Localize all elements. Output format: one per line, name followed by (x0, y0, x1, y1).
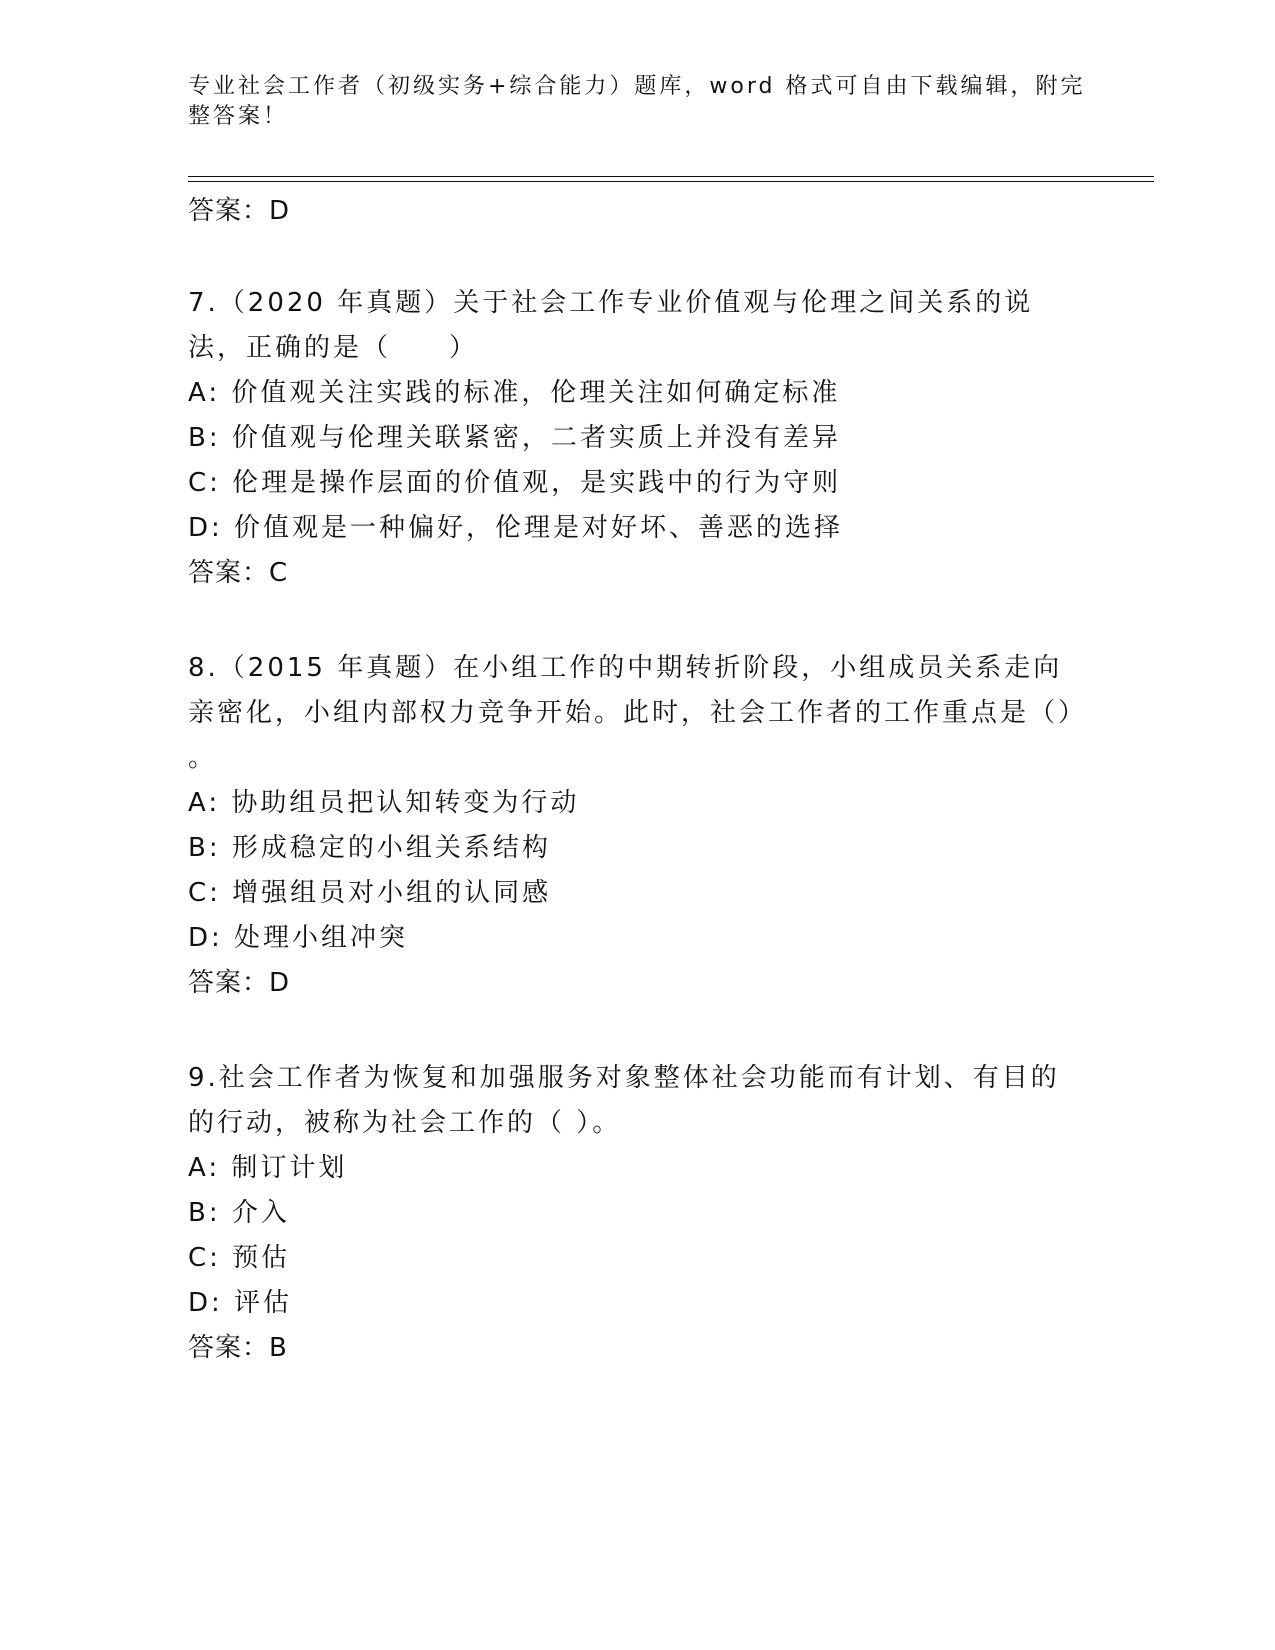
option-c: C: 增强组员对小组的认同感 (188, 878, 552, 908)
option-c: C: 预估 (188, 1243, 291, 1273)
page-header: 专业社会工作者（初级实务+综合能力）题库，word 格式可自由下载编辑，附完整答案！ (188, 74, 1086, 129)
option-b: B: 形成稳定的小组关系结构 (188, 833, 551, 863)
header-divider-thin (188, 181, 1154, 182)
option-d: D: 评估 (188, 1288, 293, 1318)
question-answer: 答案：B (188, 1333, 288, 1363)
question-7 (188, 281, 1088, 596)
option-d: D: 价值观是一种偏好，伦理是对好坏、善恶的选择 (188, 513, 844, 543)
question-stem: 9.社会工作者为恢复和加强服务对象整体社会功能而有计划、有目的的行动，被称为社会工作的（ ）。 (188, 1063, 1060, 1138)
question-answer: 答案：D (188, 968, 291, 998)
option-a: A: 价值观关注实践的标准，伦理关注如何确定标准 (188, 378, 841, 408)
option-c: C: 伦理是操作层面的价值观，是实践中的行为守则 (188, 468, 842, 498)
question-list (188, 191, 1088, 1371)
option-b: B: 价值观与伦理关联紧密，二者实质上并没有差异 (188, 423, 841, 453)
previous-answer: 答案：D (188, 196, 291, 226)
question-stem: 8.（2015 年真题）在小组工作的中期转折阶段，小组成员关系走向亲密化，小组内部权力竞争开始。此时，社会工作者的工作重点是（） 。 (188, 653, 1088, 773)
question-8 (188, 646, 1088, 1006)
question-9 (188, 1056, 1088, 1371)
question-stem: 7.（2020 年真题）关于社会工作专业价值观与伦理之间关系的说法，正确的是（ ） (188, 288, 1034, 363)
header-divider (188, 176, 1154, 177)
option-a: A: 协助组员把认知转变为行动 (188, 788, 580, 818)
question-answer: 答案：C (188, 558, 289, 588)
option-a: A: 制订计划 (188, 1153, 348, 1183)
option-b: B: 介入 (188, 1198, 290, 1228)
option-d: D: 处理小组冲突 (188, 923, 409, 953)
